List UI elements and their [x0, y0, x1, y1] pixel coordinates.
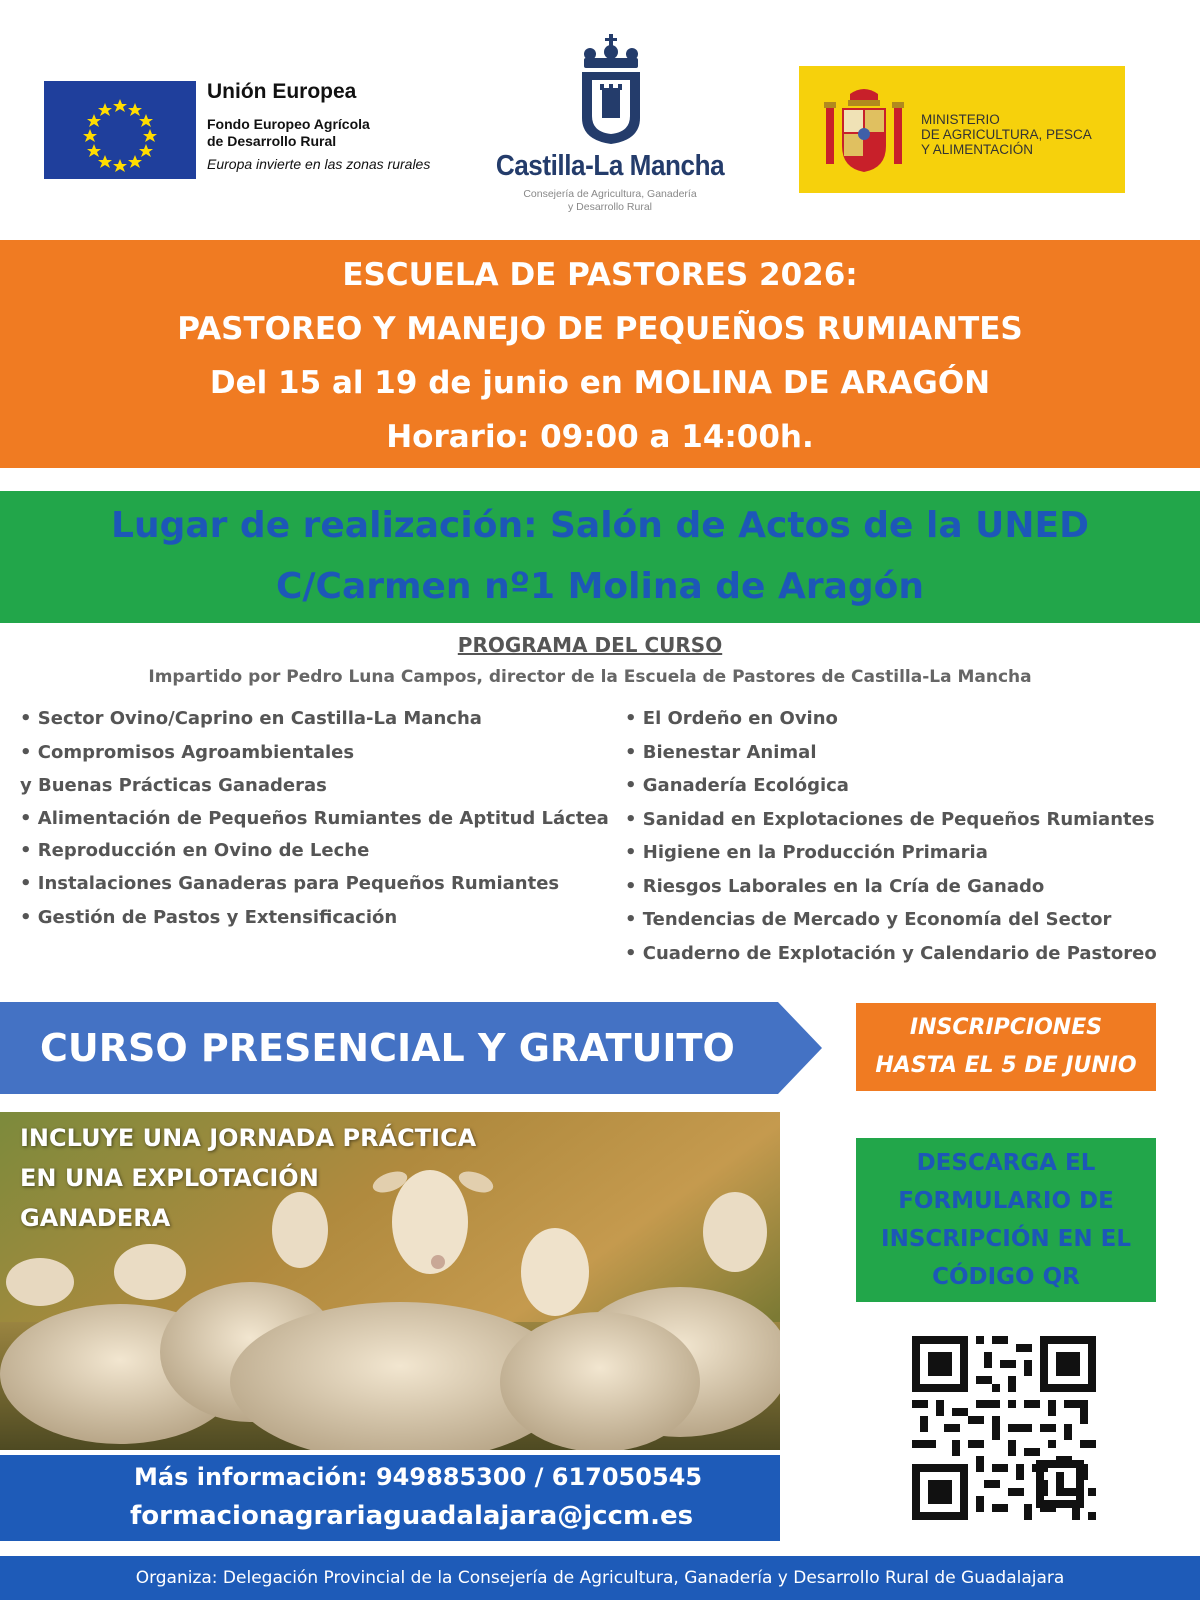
list-item: • El Ordeño en Ovino — [625, 708, 838, 729]
list-item: • Higiene en la Producción Primaria — [625, 842, 988, 863]
eu-logo-text — [207, 80, 467, 172]
clm-department-line1: Consejería de Agricultura, Ganadería — [523, 188, 697, 200]
program-list-right — [625, 702, 1195, 970]
event-banner — [0, 240, 1200, 468]
list-item: • Riesgos Laborales en la Cría de Ganado — [625, 875, 1045, 897]
registration-line1: INSCRIPCIONES — [909, 1015, 1103, 1040]
ministry-line3: Y ALIMENTACIÓN — [921, 142, 1034, 157]
photo-caption — [20, 1118, 620, 1238]
registration-deadline-box — [856, 1003, 1156, 1091]
eu-title: Unión Europea — [207, 80, 357, 103]
form-line2: FORMULARIO DE — [898, 1188, 1114, 1214]
list-item: • Alimentación de Pequeños Rumiantes de Aptitud Láctea — [20, 807, 609, 829]
registration-line2: HASTA EL 5 DE JUNIO — [875, 1053, 1137, 1078]
eu-fund-line2: de Desarrollo Rural — [207, 133, 337, 149]
list-item: • Gestión de Pastos y Extensificación — [20, 906, 398, 928]
photo-caption-line1: INCLUYE UNA JORNADA PRÁCTICA — [20, 1124, 477, 1152]
program-instructor: Impartido por Pedro Luna Campos, director de la Escuela de Pastores de Castilla-La Mancha — [148, 667, 1032, 687]
list-item: • Reproducción en Ovino de Leche — [20, 839, 370, 861]
contact-info-band — [0, 1455, 780, 1541]
venue-address: C/Carmen nº1 Molina de Aragón — [275, 566, 925, 607]
photo-caption-line3: GANADERA — [20, 1204, 171, 1232]
clm-department — [480, 188, 740, 214]
qr-code-icon[interactable] — [912, 1336, 1096, 1520]
event-subtitle: PASTOREO Y MANEJO DE PEQUEÑOS RUMIANTES — [177, 311, 1023, 347]
contact-phones: Más información: 949885300 / 617050545 — [134, 1463, 703, 1491]
form-line4: CÓDIGO QR — [932, 1264, 1080, 1290]
list-item: • Compromisos Agroambientales — [20, 741, 355, 763]
ministry-line1: MINISTERIO — [921, 112, 1000, 127]
form-download-box — [856, 1138, 1156, 1302]
venue-name: Lugar de realización: Salón de Actos de la UNED — [111, 505, 1089, 546]
spain-coat-of-arms-icon — [822, 84, 906, 176]
eu-flag-icon — [44, 81, 196, 179]
event-title: ESCUELA DE PASTORES 2026: — [342, 257, 858, 293]
contact-email[interactable]: formacionagrariaguadalajara@jccm.es — [130, 1501, 694, 1531]
program-title: PROGRAMA DEL CURSO — [457, 633, 723, 657]
list-item: • Sanidad en Explotaciones de Pequeños Rumiantes — [625, 808, 1155, 830]
clm-crest-icon — [578, 34, 644, 146]
program-list-left — [20, 702, 610, 934]
eu-tagline: Europa invierte en las zonas rurales — [207, 156, 431, 172]
eu-fund-name — [207, 116, 467, 150]
venue-banner — [0, 491, 1200, 623]
list-item: • Bienestar Animal — [625, 741, 817, 763]
course-banner-label: CURSO PRESENCIAL Y GRATUITO — [40, 1026, 735, 1070]
ministry-line2: DE AGRICULTURA, PESCA — [921, 127, 1092, 142]
form-line1: DESCARGA EL — [916, 1150, 1096, 1176]
event-schedule: Horario: 09:00 a 14:00h. — [386, 419, 814, 455]
photo-caption-line2: EN UNA EXPLOTACIÓN — [20, 1164, 319, 1192]
clm-department-line2: y Desarrollo Rural — [567, 201, 653, 213]
form-line3: INSCRIPCIÓN EN EL — [881, 1226, 1131, 1252]
list-item: • Cuaderno de Explotación y Calendario de Pastoreo — [625, 942, 1157, 964]
list-item: • Sector Ovino/Caprino en Castilla-La Mancha — [20, 708, 482, 729]
list-item: • Ganadería Ecológica — [625, 775, 849, 796]
event-dates: Del 15 al 19 de junio en MOLINA DE ARAGÓN — [209, 365, 991, 401]
organizer-footer: Organiza: Delegación Provincial de la Consejería de Agricultura, Ganadería y Desarrollo Rural de Guadalajara — [0, 1556, 1200, 1600]
list-item: • Instalaciones Ganaderas para Pequeños Rumiantes — [20, 873, 560, 894]
eu-fund-line1: Fondo Europeo Agrícola — [207, 116, 370, 132]
list-item: • Tendencias de Mercado y Economía del Sector — [625, 909, 1112, 930]
list-item: y Buenas Prácticas Ganaderas — [20, 775, 327, 796]
ministry-name — [921, 112, 1121, 157]
clm-name: Castilla-La Mancha — [495, 150, 725, 182]
